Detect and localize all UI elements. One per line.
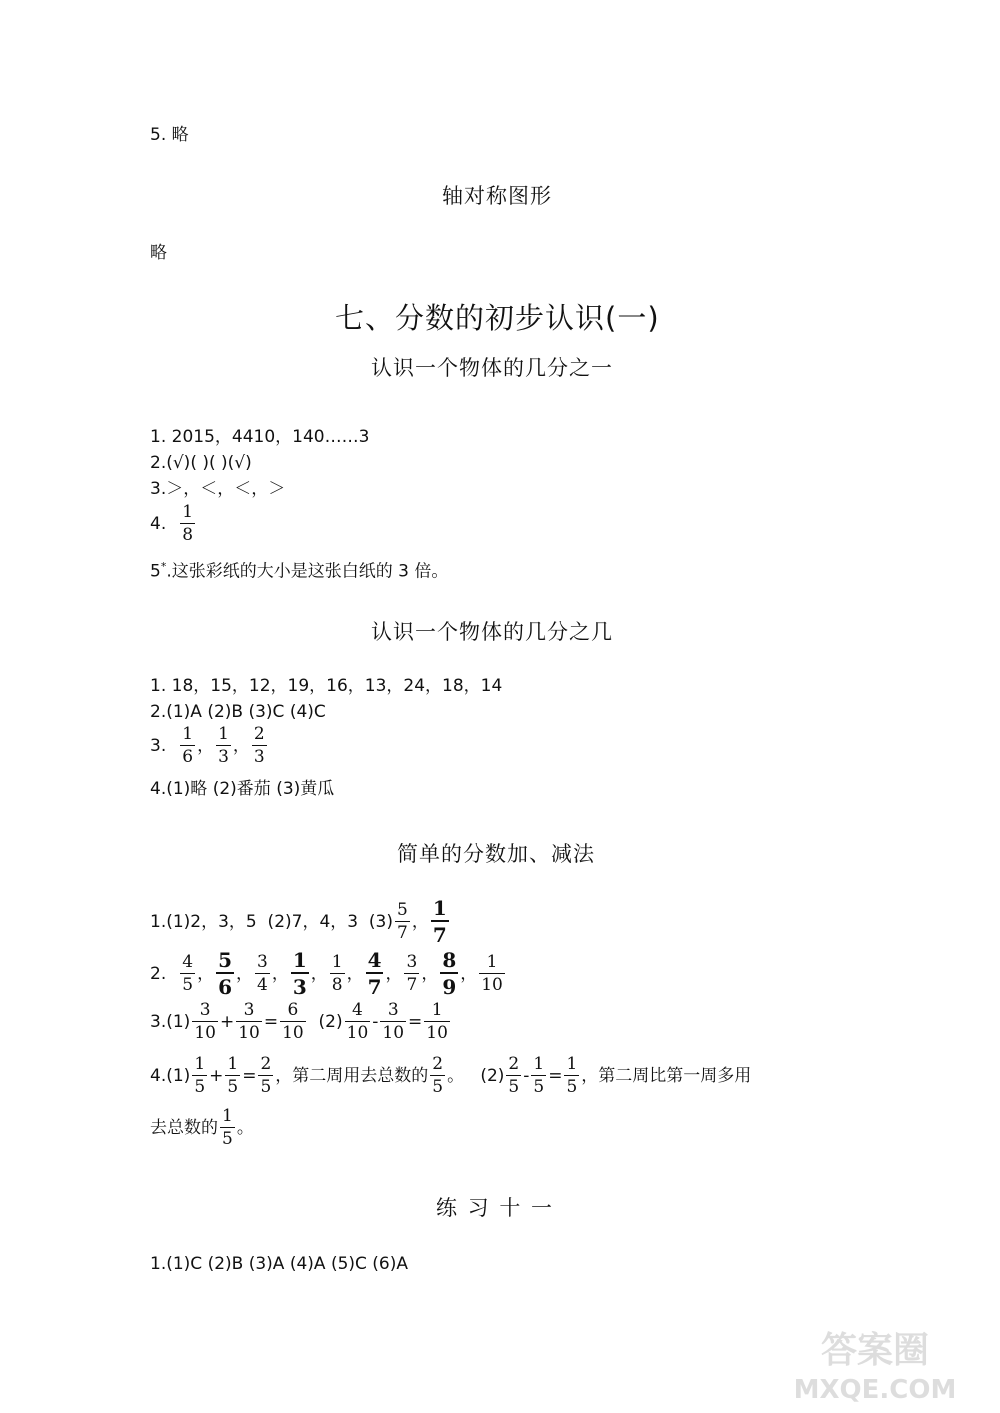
- fraction: $\frac{1}{5}$: [222, 1106, 233, 1149]
- section-title-add-subtract: 简单的分数加、减法: [397, 842, 595, 866]
- fraction: $\frac{2}{5}$: [508, 1054, 520, 1097]
- fraction: $\frac{8}{9}$: [442, 948, 457, 999]
- fraction: $\frac{1}{8}$: [182, 502, 194, 545]
- fraction: $\frac{5}{6}$: [218, 948, 232, 999]
- fraction: $\frac{1}{5}$: [566, 1054, 578, 1097]
- watermark-logo-text: 答案圈: [820, 1330, 930, 1371]
- sec1-answer-5: 5*.这张彩纸的大小是这张白纸的 3 倍。: [150, 560, 449, 582]
- fraction: $\frac{1}{8}$: [331, 951, 343, 995]
- fraction: $\frac{1}{5}$: [194, 1054, 206, 1097]
- watermark-graphic: [760, 1320, 990, 1405]
- fraction: $\frac{3}{10}$: [382, 1000, 405, 1043]
- fraction: $\frac{4}{5}$: [182, 951, 194, 995]
- fraction: $\frac{1}{3}$: [218, 724, 229, 767]
- fraction: $\frac{1}{5}$: [533, 1054, 545, 1097]
- fraction: $\frac{2}{3}$: [253, 724, 265, 767]
- fraction: $\frac{1}{3}$: [292, 948, 307, 999]
- fraction: $\frac{2}{5}$: [260, 1054, 272, 1097]
- fraction: $\frac{1}{10}$: [481, 951, 503, 995]
- sec1-answer-4: 4. $\frac{1}{8}$: [150, 502, 194, 545]
- fraction: $\frac{1}{7}$: [432, 896, 447, 947]
- fraction: $\frac{1}{5}$: [227, 1054, 239, 1097]
- sec4-answer-1: 1.(1)C (2)B (3)A (4)A (5)C (6)A: [150, 1254, 409, 1274]
- section-title-one-part: 认识一个物体的几分之一: [371, 356, 613, 380]
- fraction: $\frac{4}{7}$: [367, 948, 382, 999]
- fraction: $\frac{3}{10}$: [238, 1000, 260, 1043]
- fraction: $\frac{3}{4}$: [256, 951, 268, 995]
- sec1-answer-2: 2.(√)( )( )(√): [150, 453, 252, 473]
- answer-axis-symmetry: 略: [150, 243, 167, 263]
- chapter-title: 七、分数的初步认识(一): [335, 301, 660, 335]
- watermark-logo: [760, 1320, 990, 1405]
- fraction: $\frac{1}{10}$: [426, 1000, 448, 1043]
- section-title-exercise-11: 练 习 十 一: [436, 1196, 555, 1220]
- fraction: $\frac{6}{10}$: [282, 1000, 304, 1043]
- sec3-answer-4-line2: 去总数的 $\frac{1}{5}$ 。: [150, 1106, 254, 1149]
- section-title-several-parts: 认识一个物体的几分之几: [371, 620, 613, 644]
- sec3-answer-2: 2. $\frac{4}{5}$ ， $\frac{5}{6}$ ， $\frac{3}{4}$ ， $\frac{1}{3}$ ， $\frac{1}{8}$ ， $\frac{4}{7}$ ， $\frac{3}{7}$ ， $\frac{8}{9}$ ， $\frac{1}{10}$: [150, 948, 503, 999]
- sec3-answer-3: 3.(1) $\frac{3}{10}$ + $\frac{3}{10}$ = $\frac{6}{10}$ (2) $\frac{4}{10}$ - $\frac{3}{10}$ = $\frac{1}{10}$: [150, 1000, 448, 1043]
- fraction: $\frac{1}{6}$: [182, 724, 194, 767]
- sec2-answer-4: 4.(1)略 (2)番茄 (3)黄瓜: [150, 779, 335, 799]
- sec1-answer-1: 1. 2015，4410，140……3: [150, 427, 370, 447]
- fraction: $\frac{3}{7}$: [406, 951, 418, 995]
- sec3-answer-4-line1: 4.(1) $\frac{1}{5}$ + $\frac{1}{5}$ = $\frac{2}{5}$ ，第二周用去总数的 $\frac{2}{5}$ 。 (2) $\frac{2}{5}$ - $\frac{1}{5}$ = $\frac{1}{5}$ ，第二周比第一周多用: [150, 1054, 752, 1097]
- fraction: $\frac{3}{10}$: [194, 1000, 216, 1043]
- fraction: $\frac{5}{7}$: [396, 899, 408, 943]
- fraction: $\frac{4}{10}$: [346, 1000, 369, 1043]
- section-title-axis-symmetry: 轴对称图形: [442, 184, 552, 208]
- watermark-site-text: MXQE.COM: [793, 1375, 957, 1405]
- star-mark: *: [160, 560, 167, 573]
- fraction: $\frac{2}{5}$: [432, 1054, 444, 1097]
- sec2-answer-3: 3. $\frac{1}{6}$ ， $\frac{1}{3}$ ， $\frac{2}{3}$: [150, 724, 265, 767]
- sec2-answer-1: 1. 18，15，12，19，16，13，24，18，14: [150, 676, 503, 696]
- answer-item-5: 5. 略: [150, 125, 189, 145]
- sec3-answer-1: 1.(1)2，3，5 (2)7，4，3 (3) $\frac{5}{7}$ ， $\frac{1}{7}$: [150, 896, 447, 947]
- sec2-answer-2: 2.(1)A (2)B (3)C (4)C: [150, 702, 326, 722]
- sec1-answer-3: 3.＞，＜，＜，＞: [150, 479, 286, 499]
